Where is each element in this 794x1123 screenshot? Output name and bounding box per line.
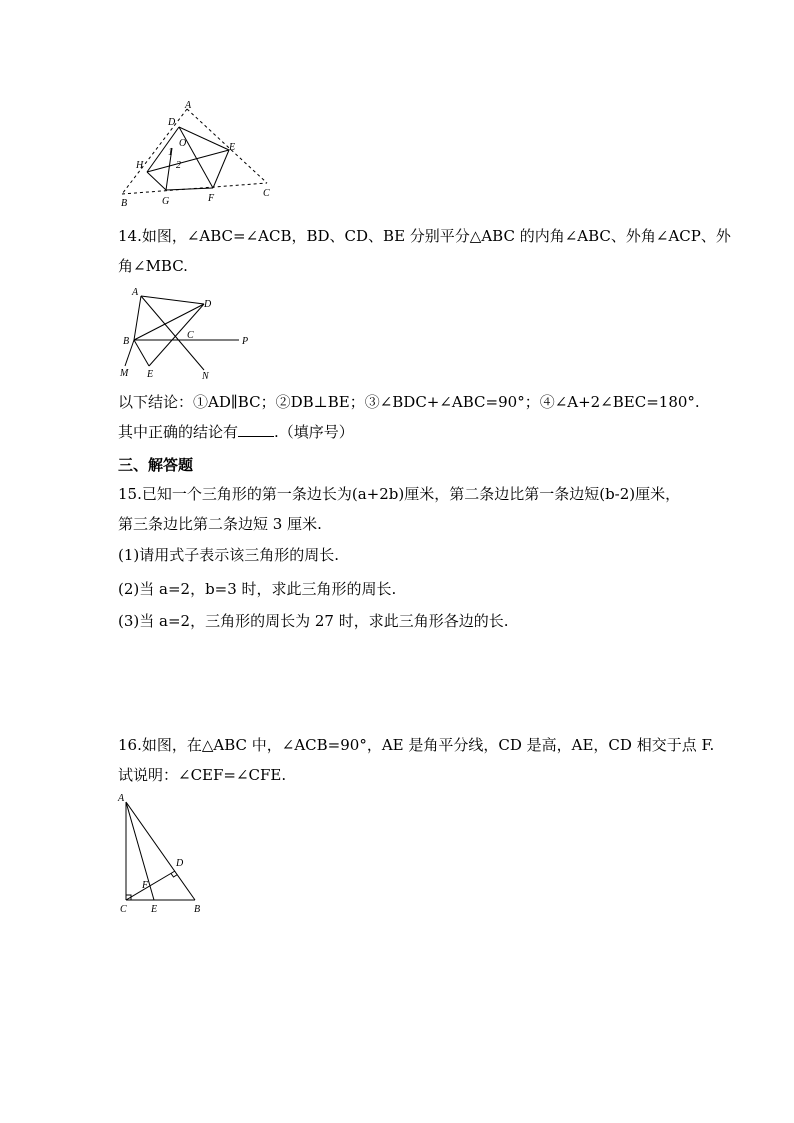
label-p: P — [242, 336, 249, 347]
section-heading: 三、解答题 — [118, 456, 194, 474]
seg-he — [147, 150, 229, 172]
label-c: C — [263, 188, 270, 199]
label-a: A — [118, 793, 125, 804]
altitude-cd — [126, 871, 175, 900]
label-a: A — [185, 100, 192, 111]
line-an — [141, 296, 204, 370]
label-m: M — [120, 368, 129, 379]
figure-q14 — [114, 286, 254, 380]
label-f: F — [208, 193, 215, 204]
label-b: B — [194, 904, 201, 915]
side-ab — [122, 109, 187, 194]
label-2: 2 — [176, 160, 181, 171]
figure-q14-svg — [114, 286, 254, 380]
q14-ask-after: .（填序号） — [274, 423, 354, 441]
figure-q13-svg — [112, 98, 282, 210]
seg-ef — [213, 150, 229, 188]
label-n: N — [202, 371, 209, 380]
label-c: C — [187, 330, 194, 341]
seg-de — [149, 304, 204, 366]
q14-line1: 14.如图，∠ABC=∠ACB，BD、CD、BE 分别平分△ABC 的内角∠ABC、外角∠ACP、外 — [118, 227, 731, 245]
seg-ad — [141, 296, 204, 304]
label-e: E — [229, 142, 236, 153]
seg-ab — [134, 296, 141, 340]
label-o: O — [179, 138, 187, 149]
label-f: F — [142, 880, 149, 891]
label-d: D — [168, 117, 176, 128]
bisector-ae — [126, 802, 154, 900]
q15-line1: 15.已知一个三角形的第一条边长为(a+2b)厘米，第二条边比第一条边短(b-2)厘米， — [118, 485, 681, 503]
side-ab — [126, 802, 195, 900]
answer-blank — [238, 422, 274, 437]
q16-line1: 16.如图，在△ABC 中，∠ACB=90°，AE 是角平分线，CD 是高，AE，CD 相交于点 F. — [118, 736, 715, 754]
seg-gh — [147, 172, 166, 190]
label-h: H — [136, 160, 144, 171]
seg-fg — [166, 188, 213, 190]
q14-ask — [118, 422, 354, 442]
label-e: E — [151, 904, 158, 915]
figure-q16-svg — [114, 792, 214, 916]
label-d: D — [176, 858, 184, 869]
label-e: E — [147, 369, 154, 380]
q15-part1: (1)请用式子表示该三角形的周长. — [118, 546, 340, 564]
seg-hd — [147, 127, 179, 172]
q14-conclusions: 以下结论：①AD∥BC；②DB⊥BE；③∠BDC+∠ABC=90°；④∠A+2∠BEC=180°. — [118, 393, 700, 411]
label-c: C — [120, 904, 127, 915]
q15-part3: (3)当 a=2，三角形的周长为 27 时，求此三角形各边的长. — [118, 612, 509, 630]
q15-part2: (2)当 a=2，b=3 时，求此三角形的周长. — [118, 580, 397, 598]
q14-line2: 角∠MBC. — [118, 257, 188, 275]
q16-line2: 试说明：∠CEF=∠CFE. — [118, 766, 287, 784]
seg-df — [179, 127, 213, 188]
label-1: 1 — [168, 147, 173, 158]
figure-q13 — [112, 98, 282, 210]
label-b: B — [121, 198, 128, 209]
label-g: G — [162, 196, 170, 207]
side-ac — [187, 109, 267, 183]
seg-de — [179, 127, 229, 150]
seg-be — [134, 340, 149, 366]
q15-line2: 第三条边比第二条边短 3 厘米. — [118, 515, 322, 533]
label-b: B — [123, 336, 130, 347]
figure-q16 — [114, 792, 214, 916]
label-d: D — [204, 299, 212, 310]
q14-ask-before: 其中正确的结论有 — [118, 423, 239, 441]
label-a: A — [132, 287, 139, 298]
